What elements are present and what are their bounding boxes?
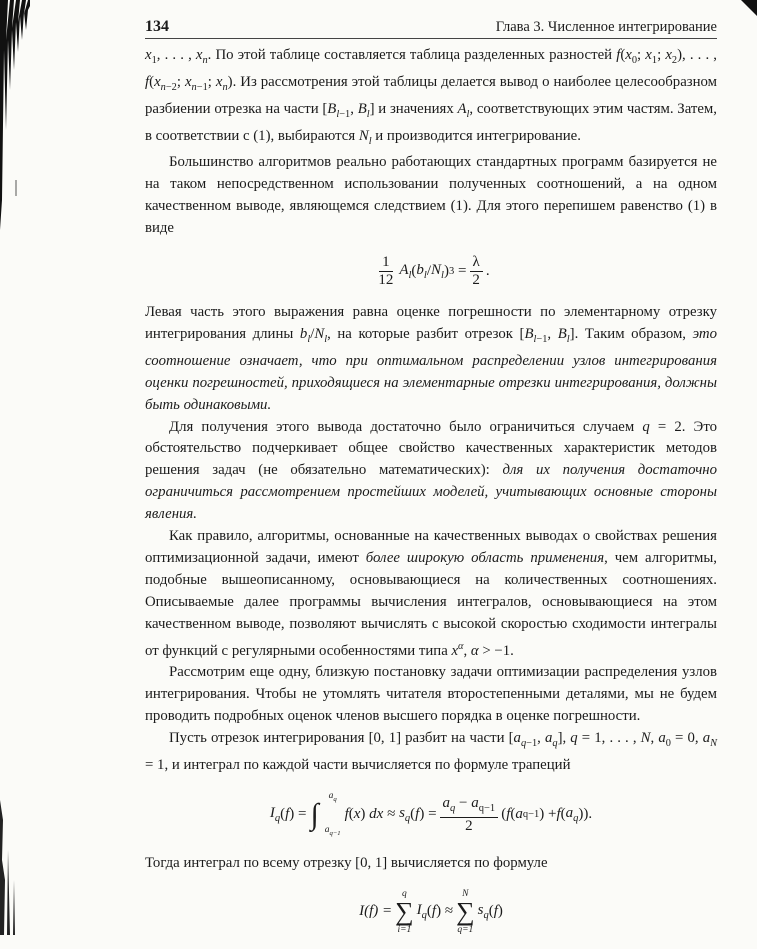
paragraph-partition: Пусть отрезок интегрирования [0, 1] разбит на части [$a_{q-1}$, $a_q$], q = 1, . . . , N, $a_0 = 0$, $a_N = 1$, и интеграл по каждой части вычисляется по формуле трапеций: [145, 730, 718, 774]
paragraph-table: $x_1$, . . . , $x_n$. По этой таблице составляется таблица разделенных разностей $f(x_0$; $x_1$; $x_2$), . . . , $f(x_{n-2}$; $x_{n-1}$; $x_n$). Из рассмотрения этой таблицы делается вывод о наиболее целесообразном разбиении отрезка на части [$B_{l-1}$, $B_l$] и значениях $A_l$, соответствующих этим частям. Затем, в соответствии с (1), выбираются $N_l$ и производится интегрирование.: [145, 47, 718, 147]
paragraph-derivation: Для получения этого вывода достаточно было ограничиться случаем q = 2. Это обстоятельство подчеркивает общее свойство качественных характеристик методов решения задач (не обязательно математических): для их получения достаточно ограничиться рассмотрением простейших моделей, учитывающих основные стороны явления.: [145, 418, 717, 523]
page-number: 134: [145, 18, 169, 35]
scan-corner-mark: [741, 0, 757, 16]
chapter-title: Глава 3. Численное интегрирование: [495, 19, 717, 35]
paragraph-left-part: Левая часть этого выражения равна оценке погрешности по элементарному отрезку интегрирования длины $b_l/N_l$, на которые разбит отрезок [$B_{l-1}$, $B_l$]. Таким образом, это соотношение означает, что при оптимальном распределении узлов интегрирования оценки погрешностей, приходящиеся на элементарные отрезки интегрирования, должны быть одинаковыми.: [145, 304, 718, 413]
formula-trapezoid: $I_q$ ( f ) = ∫ $a_q$ $a_{q-1}$ f ( x ) dx ≈ $s_q$ ( f ) = $\frac{a_q - a_{q-1}}{2}$ ( f ( a q−1 ) + f ( $a_q$ )).: [269, 791, 593, 837]
book-page: [145, 18, 717, 949]
paragraph-total-integral: Тогда интеграл по всему отрезку [0, 1] вычисляется по формуле: [145, 854, 548, 871]
formula-error-balance: $\frac{1}{12}$ $A_l$ ( $b_l$ / $N_l$ ) 3 = $\frac{\lambda}{2}$ .: [378, 253, 490, 288]
formula-sum: I(f) = q ∑ i=1 $I_q$ ( f ) ≈ N ∑ q=1 $s_q$ ( f ): [359, 888, 503, 935]
paragraph-another-setting: Рассмотрим еще одну, близкую постановку задачи оптимизации распределения узлов интегрирования. Чтобы не утомлять читателя второстепенными деталями, мы не будем проводить подробных оценок членов высшего порядка в оценке погрешности.: [145, 664, 717, 725]
scan-binding-shadow: [0, 0, 30, 935]
running-header: [145, 18, 717, 39]
paragraph-qualitative: Как правило, алгоритмы, основанные на качественных выводах о свойствах решения оптимизационной задачи, имеют более широкую область применения, чем алгоритмы, подобные вышеописанному, основывающиеся на количественных соотношениях. Описываемые далее программы вычисления интегралов, основывающиеся на этом качественном выводе, позволяют вычислять с высокой скоростью сходимости интегралы от функций с регулярными особенностями типа $x^\alpha$, α > −1.: [145, 528, 717, 659]
paragraph-algorithms: Большинство алгоритмов реально работающих стандартных программ базируется не на таком непосредственном использовании полученных соотношений, а на одном качественном выводе, являющемся следствием (1). Для этого перепишем равенство (1) в виде: [145, 154, 717, 237]
